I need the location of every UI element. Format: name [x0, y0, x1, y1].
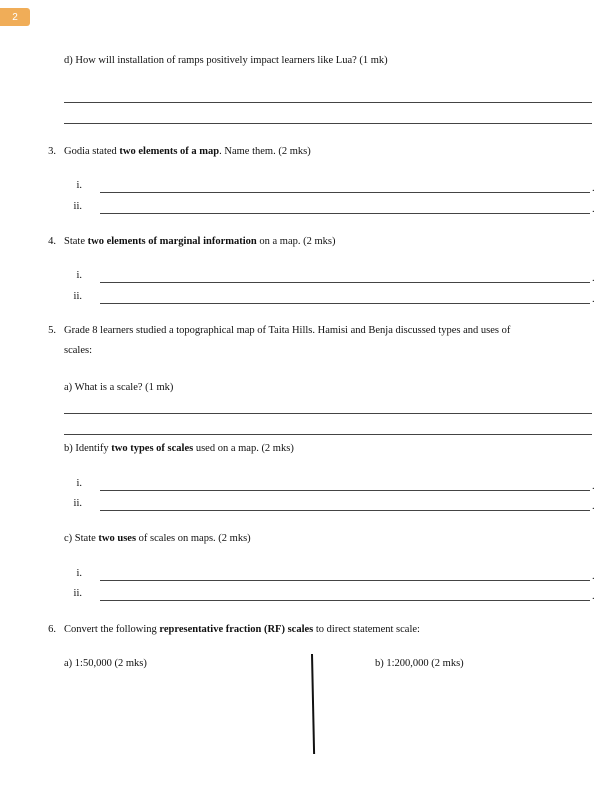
answer-line[interactable] [100, 213, 590, 214]
answer-line[interactable] [100, 510, 590, 511]
question-2d-text: d) How will installation of ramps positively impact learners like Lua? (1 mk) [64, 55, 388, 66]
answer-line[interactable] [100, 600, 590, 601]
page-number-badge: 2 [0, 8, 30, 26]
question-6b-text: b) 1:200,000 (2 mks) [375, 658, 464, 669]
roman-ii: ii. [73, 291, 82, 302]
question-6a-text: a) 1:50,000 (2 mks) [64, 658, 147, 669]
question-5-number: 5. [48, 325, 56, 336]
question-5-text-line1: Grade 8 learners studied a topographical map of Taita Hills. Hamisi and Benja discussed types and uses of [64, 325, 511, 336]
answer-line[interactable] [64, 123, 592, 124]
answer-line[interactable] [64, 102, 592, 103]
answer-line[interactable] [100, 282, 590, 283]
answer-line[interactable] [100, 192, 590, 193]
line-end: . [592, 591, 595, 602]
question-6-number: 6. [48, 624, 56, 635]
answer-line[interactable] [100, 580, 590, 581]
line-end: . [592, 481, 595, 492]
line-end: . [592, 204, 595, 215]
line-end: . [592, 183, 595, 194]
line-end: . [592, 501, 595, 512]
roman-i: i. [76, 270, 82, 281]
answer-line[interactable] [64, 434, 592, 435]
question-4-text: State two elements of marginal information on a map. (2 mks) [64, 236, 336, 247]
answer-line[interactable] [100, 303, 590, 304]
roman-ii: ii. [73, 588, 82, 599]
question-5c-text: c) State two uses of scales on maps. (2 mks) [64, 533, 251, 544]
roman-i: i. [76, 180, 82, 191]
roman-i: i. [76, 478, 82, 489]
question-3-text: Godia stated two elements of a map. Name them. (2 mks) [64, 146, 311, 157]
question-6-text: Convert the following representative fraction (RF) scales to direct statement scale: [64, 624, 420, 635]
question-5b-text: b) Identify two types of scales used on a map. (2 mks) [64, 443, 294, 454]
roman-i: i. [76, 568, 82, 579]
line-end: . [592, 294, 595, 305]
handwritten-divider-line [311, 654, 315, 754]
question-5a-text: a) What is a scale? (1 mk) [64, 382, 174, 393]
roman-ii: ii. [73, 498, 82, 509]
answer-line[interactable] [100, 490, 590, 491]
roman-ii: ii. [73, 201, 82, 212]
answer-line[interactable] [64, 413, 592, 414]
question-3-number: 3. [48, 146, 56, 157]
line-end: . [592, 571, 595, 582]
question-4-number: 4. [48, 236, 56, 247]
question-5-text-line2: scales: [64, 345, 92, 356]
line-end: . [592, 273, 595, 284]
